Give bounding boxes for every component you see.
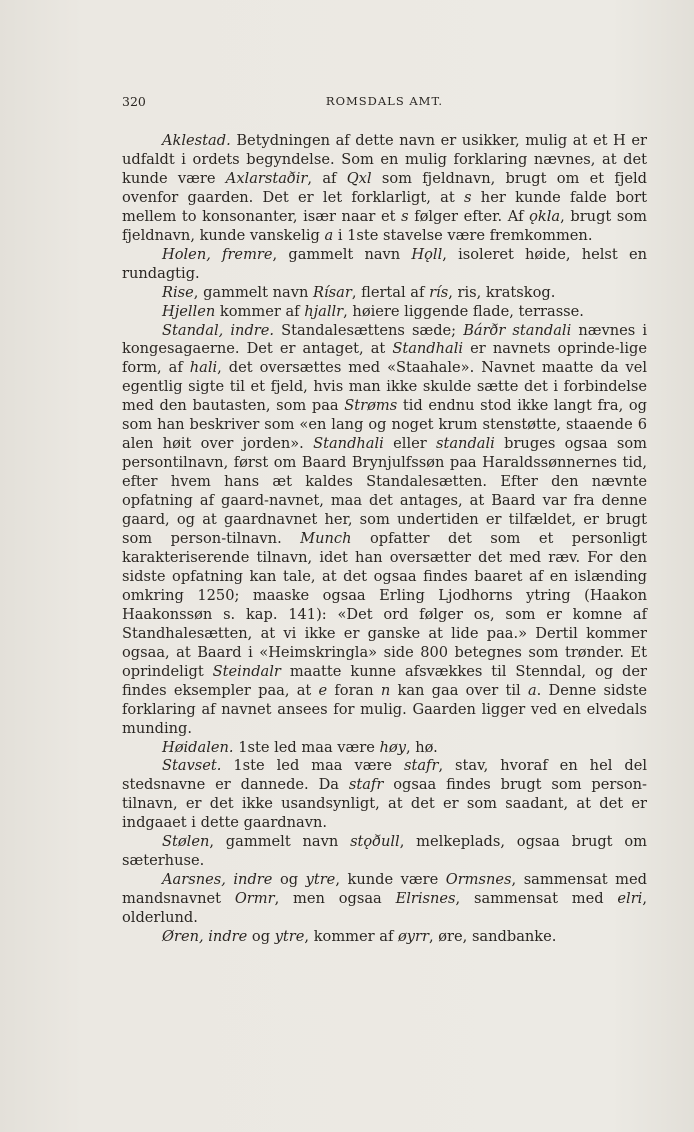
text-run: , melkeplads, ogsaa brugt om sæterhuse. — [122, 833, 647, 870]
italic-term: Standal, indre. — [162, 321, 275, 339]
text-run: ogsaa findes brugt som person-tilnavn, er det ikke usandsynligt, at det er som saadant, at det er indgaaet i dette gaardnavn. — [122, 776, 647, 832]
text-run: i 1ste stavelse være fremkommen. — [333, 226, 593, 244]
paragraph — [122, 284, 647, 303]
italic-term: Strøms — [344, 397, 398, 415]
italic-term: Axlarstaðir — [225, 169, 308, 187]
italic-term: Elrisnes — [395, 890, 456, 908]
text-run: , kunde være — [335, 871, 446, 889]
text-run: , stav, hvoraf en hel del stedsnavne er dannede. Da — [122, 757, 647, 794]
italic-term: Ormsnes — [445, 871, 512, 889]
italic-term: s — [464, 188, 472, 206]
italic-term: Hǫll — [411, 245, 443, 263]
text-run: 1ste led maa være — [233, 738, 380, 756]
text-run: . Denne sidste forklaring af navnet ansees for mulig. Gaarden ligger ved en elvedals munding. — [122, 681, 647, 737]
text-run: , høiere liggende flade, terrasse. — [343, 302, 584, 320]
italic-term: ytre — [274, 928, 305, 946]
paragraph — [122, 739, 647, 758]
italic-term: Rísar — [312, 283, 352, 301]
italic-term: elri — [617, 890, 643, 908]
text-run: 1ste led maa være — [221, 757, 404, 775]
italic-term: Munch — [300, 530, 352, 548]
page-number: 320 — [122, 94, 146, 109]
text-run: eller — [383, 435, 436, 453]
text-run: opfatter det som et personligt karakteriserende tilnavn, idet han oversætter det med ræv. For den sidste opfatning kan tale, at det ogsaa findes baaret af en islænding omkring 1250; maaske ogsaa Erling Ljodhorns ytring (Haakon Haakonssøn s. kap. 141): «Det ord følger os, som er komne af Standhalesætten, at vi ikke er ganske at lide paa.» Dertil kommer ogsaa, at Baard i «Heimskringla» side 800 betegnes som trønder. Et oprindeligt — [122, 530, 647, 680]
paragraph — [122, 303, 647, 322]
italic-term: Høidalen. — [162, 738, 234, 756]
italic-term: stafr — [348, 776, 384, 794]
text-run: , isoleret høide, helst en rundagtig. — [122, 245, 647, 282]
text-run: , sammensat med mandsnavnet — [122, 871, 647, 908]
body-text — [122, 132, 647, 947]
text-run: , af — [307, 169, 347, 187]
italic-term: Aklestad. — [162, 132, 231, 149]
text-run: tid endnu stod ikke langt fra, og som han beskriver som «en lang og noget krum stenstøtte, staaende 6 alen høit over jorden». — [122, 397, 647, 453]
text-run: , øre, sandbanke. — [428, 928, 557, 946]
italic-term: Stavset. — [162, 757, 222, 775]
text-run: , sammensat med — [455, 890, 618, 908]
text-run: , men ogsaa — [274, 890, 396, 908]
italic-term: ytre — [305, 871, 336, 889]
italic-term: Aarsnes, indre — [162, 871, 273, 889]
paragraph — [122, 928, 647, 947]
text-run: her kunde falde bort mellem to konsonanter, især naar et — [122, 188, 647, 225]
paragraph — [122, 246, 647, 284]
text-run: , det oversættes med «Staahale». Navnet maatte da vel egentlig sigte til et fjeld, hvis man ikke skulde sætte det i forbindelse med den bautasten, som paa — [122, 359, 647, 415]
italic-term: e — [318, 681, 328, 699]
italic-term: Steindalr — [212, 662, 281, 680]
italic-term: a — [527, 681, 537, 699]
text-run: maatte kunne afsvækkes til Stenndal, og der findes eksempler paa, at — [122, 662, 647, 699]
italic-term: stǫðull — [350, 833, 400, 851]
paragraph — [122, 871, 647, 928]
paragraph — [122, 132, 647, 246]
running-title: ROMSDALS AMT. — [325, 94, 444, 108]
italic-term: Hjellen — [162, 302, 216, 320]
italic-term: Stølen — [162, 833, 210, 851]
paragraph — [122, 757, 647, 833]
italic-term: Qxl — [346, 169, 372, 187]
text-run: , brugt som fjeldnavn, kunde vanskelig — [122, 207, 647, 244]
text-run: som fjeldnavn, brugt om et fjeld ovenfor gaarden. Det er let forklarligt, at — [122, 169, 647, 206]
text-run: og — [272, 871, 306, 889]
text-run: , kommer af — [304, 928, 398, 946]
text-run: Standalesættens sæde; — [274, 321, 464, 339]
italic-term: n — [380, 681, 391, 699]
italic-term: Rise — [162, 283, 194, 301]
text-run: Betydningen af dette navn er usikker, mulig at et H er udfaldt i ordets begyndelse. Som en mulig forklaring nævnes, at det kunde være — [122, 132, 647, 187]
paragraph — [122, 833, 647, 871]
text-run: , olderlund. — [122, 890, 647, 927]
italic-term: Øren, indre — [162, 928, 248, 946]
italic-term: Standhali — [392, 340, 464, 358]
text-run: , gammelt navn — [209, 833, 351, 851]
text-run: , ris, kratskog. — [448, 283, 556, 301]
text-run: er navnets oprinde-lige form, af — [122, 340, 647, 377]
italic-term: hali — [189, 359, 218, 377]
text-run: kan gaa over til — [390, 681, 528, 699]
text-run: foran — [327, 681, 381, 699]
text-run: og — [247, 928, 275, 946]
italic-term: rís — [429, 283, 449, 301]
text-run: kommer af — [215, 302, 305, 320]
text-run: , flertal af — [351, 283, 430, 301]
page-header — [122, 94, 647, 112]
text-run: , gammelt navn — [272, 245, 412, 263]
italic-term: s — [401, 207, 409, 225]
text-run: følger efter. Af — [408, 207, 530, 225]
italic-term: ǫkla — [529, 207, 561, 225]
italic-term: Holen, fremre — [162, 245, 273, 263]
text-run: bruges ogsaa som persontilnavn, først om Baard Brynjulfssøn paa Haraldssønnernes tid, efter hvem hans æt kaldes Standalesætten. Efter den nævnte opfatning af gaard-navnet, maa det antages, at Baard var fra denne gaard, og at gaardnavnet her, som undertiden er tilfældet, er brugt som person-tilnavn. — [122, 435, 647, 548]
italic-term: øyrr — [398, 928, 429, 946]
italic-term: Ormr — [234, 890, 275, 908]
text-run: nævnes i kongesagaerne. Det er antaget, at — [122, 321, 647, 358]
italic-term: stafr — [404, 757, 439, 775]
paragraph — [122, 322, 647, 739]
italic-term: Standhali — [313, 435, 384, 453]
italic-term: hjallr — [304, 302, 344, 320]
italic-term: a — [324, 226, 334, 244]
italic-term: Bárðr standali — [463, 321, 572, 339]
text-run: , gammelt navn — [193, 283, 313, 301]
italic-term: standali — [436, 435, 495, 453]
text-run: , hø. — [405, 738, 438, 756]
italic-term: høy — [379, 738, 406, 756]
